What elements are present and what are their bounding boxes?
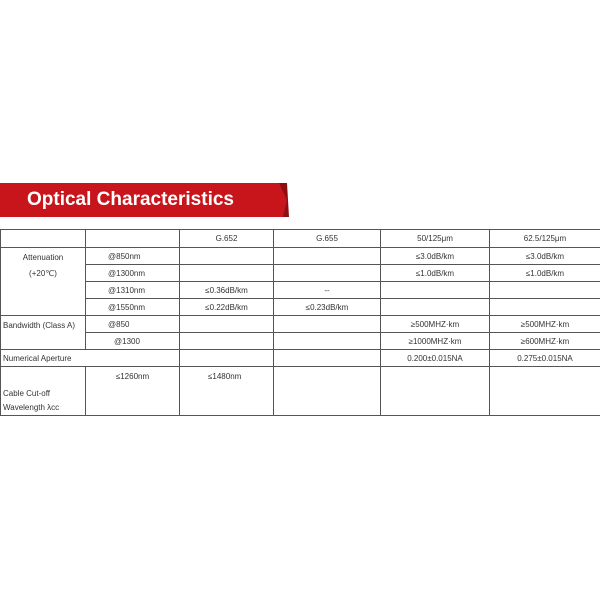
cutoff-empty-cell: [490, 367, 600, 416]
g655-cell: --: [274, 282, 381, 299]
table-row: [1, 350, 600, 367]
mm625-cell: ≤3.0dB/km: [490, 248, 600, 265]
mm625-cell: [490, 299, 600, 316]
header-cell: [1, 230, 86, 248]
mm50-cell: ≥1000MHZ·km: [381, 333, 490, 350]
g652-cell: [180, 248, 274, 265]
wavelength-cell: @1300nm: [86, 265, 180, 282]
g652-cell: [180, 333, 274, 350]
cutoff-g652: ≤1260nm: [86, 367, 180, 416]
header-62-5-125: 62.5/125μm: [490, 230, 600, 248]
g655-cell: [274, 350, 381, 367]
bandwidth-label: Bandwidth (Class A): [1, 316, 86, 350]
cutoff-label-cell: [1, 367, 86, 416]
section-title: Optical Characteristics: [27, 189, 234, 210]
mm50-cell: ≤1.0dB/km: [381, 265, 490, 282]
wavelength-cell: @1300: [86, 333, 180, 350]
cutoff-label-line2: Wavelength λcc: [3, 403, 60, 412]
g652-cell: [180, 350, 274, 367]
wavelength-cell: @850: [86, 316, 180, 333]
mm625-cell: [490, 282, 600, 299]
numerical-aperture-label: Numerical Aperture: [1, 350, 180, 367]
g655-cell: [274, 248, 381, 265]
mm50-cell: ≥500MHZ·km: [381, 316, 490, 333]
wavelength-cell: @1550nm: [86, 299, 180, 316]
table-row: [1, 265, 600, 282]
g652-cell: ≤0.36dB/km: [180, 282, 274, 299]
table-row: [1, 316, 600, 333]
table-row: [1, 248, 600, 265]
mm625-cell: ≥600MHZ·km: [490, 333, 600, 350]
mm50-cell: ≤3.0dB/km: [381, 248, 490, 265]
g652-cell: [180, 316, 274, 333]
wavelength-cell: @850nm: [86, 248, 180, 265]
cutoff-empty-cell: [381, 367, 490, 416]
table-row: [1, 367, 600, 416]
g652-cell: ≤0.22dB/km: [180, 299, 274, 316]
attenuation-label-cell: [1, 248, 86, 316]
table-header-row: [1, 230, 600, 248]
header-g655: G.655: [274, 230, 381, 248]
mm625-cell: 0.275±0.015NA: [490, 350, 600, 367]
g655-cell: [274, 316, 381, 333]
header-g652: G.652: [180, 230, 274, 248]
attenuation-condition: (+20℃): [29, 269, 57, 278]
cutoff-empty-cell: [274, 367, 381, 416]
mm50-cell: [381, 282, 490, 299]
optical-spec-table: [0, 229, 600, 416]
header-cell: [86, 230, 180, 248]
table-row: [1, 282, 600, 299]
g655-cell: [274, 265, 381, 282]
mm50-cell: [381, 299, 490, 316]
g655-cell: ≤0.23dB/km: [274, 299, 381, 316]
cutoff-g655: ≤1480nm: [180, 367, 274, 416]
cutoff-label-line1: Cable Cut-off: [3, 389, 50, 398]
wavelength-cell: @1310nm: [86, 282, 180, 299]
table-row: [1, 299, 600, 316]
mm50-cell: 0.200±0.015NA: [381, 350, 490, 367]
mm625-cell: ≥500MHZ·km: [490, 316, 600, 333]
g655-cell: [274, 333, 381, 350]
mm625-cell: ≤1.0dB/km: [490, 265, 600, 282]
table-row: [1, 333, 600, 350]
section-banner: [0, 183, 289, 217]
g652-cell: [180, 265, 274, 282]
attenuation-label: Attenuation: [22, 253, 64, 262]
header-50-125: 50/125μm: [381, 230, 490, 248]
